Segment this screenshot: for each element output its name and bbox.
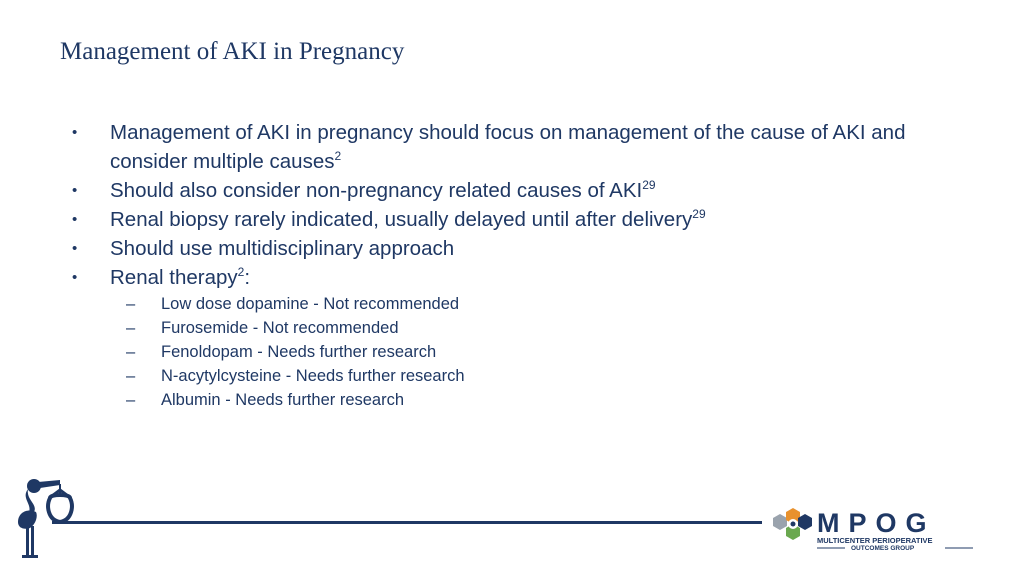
dash-marker: – xyxy=(126,319,136,337)
bullet-suffix: : xyxy=(244,266,251,289)
sub-bullet-list xyxy=(110,292,970,412)
logo-line-2: OUTCOMES GROUP xyxy=(851,545,915,550)
footer-divider xyxy=(52,521,762,524)
logo-line-1: MULTICENTER PERIOPERATIVE xyxy=(817,536,933,545)
bullet-marker: • xyxy=(72,240,78,257)
bullet-item xyxy=(70,205,970,234)
dash-marker: – xyxy=(126,295,136,313)
dash-marker: – xyxy=(126,391,136,409)
citation: 29 xyxy=(642,178,656,192)
bullet-item xyxy=(70,234,970,263)
bullet-marker: • xyxy=(72,182,78,199)
bullet-marker: • xyxy=(72,211,78,228)
dash-marker: – xyxy=(126,367,136,385)
slide-title: Management of AKI in Pregnancy xyxy=(60,38,405,65)
bullet-marker: • xyxy=(72,124,78,141)
bullet-text: Renal biopsy rarely indicated, usually delayed until after delivery xyxy=(110,208,693,231)
bullet-item xyxy=(70,118,970,176)
sub-bullet-text: Furosemide - Not recommended xyxy=(161,319,399,337)
sub-bullet-text: Fenoldopam - Needs further research xyxy=(161,343,437,361)
bullet-marker: • xyxy=(72,269,78,286)
logo-name: MPOG xyxy=(817,508,936,538)
bullet-text: Management of AKI in pregnancy should focus on management of the cause of AKI and consider multiple causes xyxy=(110,121,906,173)
sub-bullet-item xyxy=(110,340,970,364)
bullet-item xyxy=(70,176,970,205)
sub-bullet-item xyxy=(110,316,970,340)
citation: 2 xyxy=(237,265,245,279)
bullet-text: Should also consider non-pregnancy related causes of AKI xyxy=(110,179,643,202)
bullet-item xyxy=(70,263,970,412)
sub-bullet-text: N-acytylcysteine - Needs further research xyxy=(161,367,465,385)
bullet-text: Renal therapy xyxy=(110,266,238,289)
citation: 29 xyxy=(692,207,706,221)
dash-marker: – xyxy=(126,343,136,361)
sub-bullet-text: Albumin - Needs further research xyxy=(161,391,405,409)
sub-bullet-text: Low dose dopamine - Not recommended xyxy=(161,295,460,313)
stork-icon xyxy=(14,476,78,560)
sub-bullet-item xyxy=(110,364,970,388)
sub-bullet-item xyxy=(110,292,970,316)
bullet-list xyxy=(70,118,970,412)
mpog-logo xyxy=(765,502,980,550)
sub-bullet-item xyxy=(110,388,970,412)
citation: 2 xyxy=(334,149,342,163)
bullet-text: Should use multidisciplinary approach xyxy=(110,237,455,260)
